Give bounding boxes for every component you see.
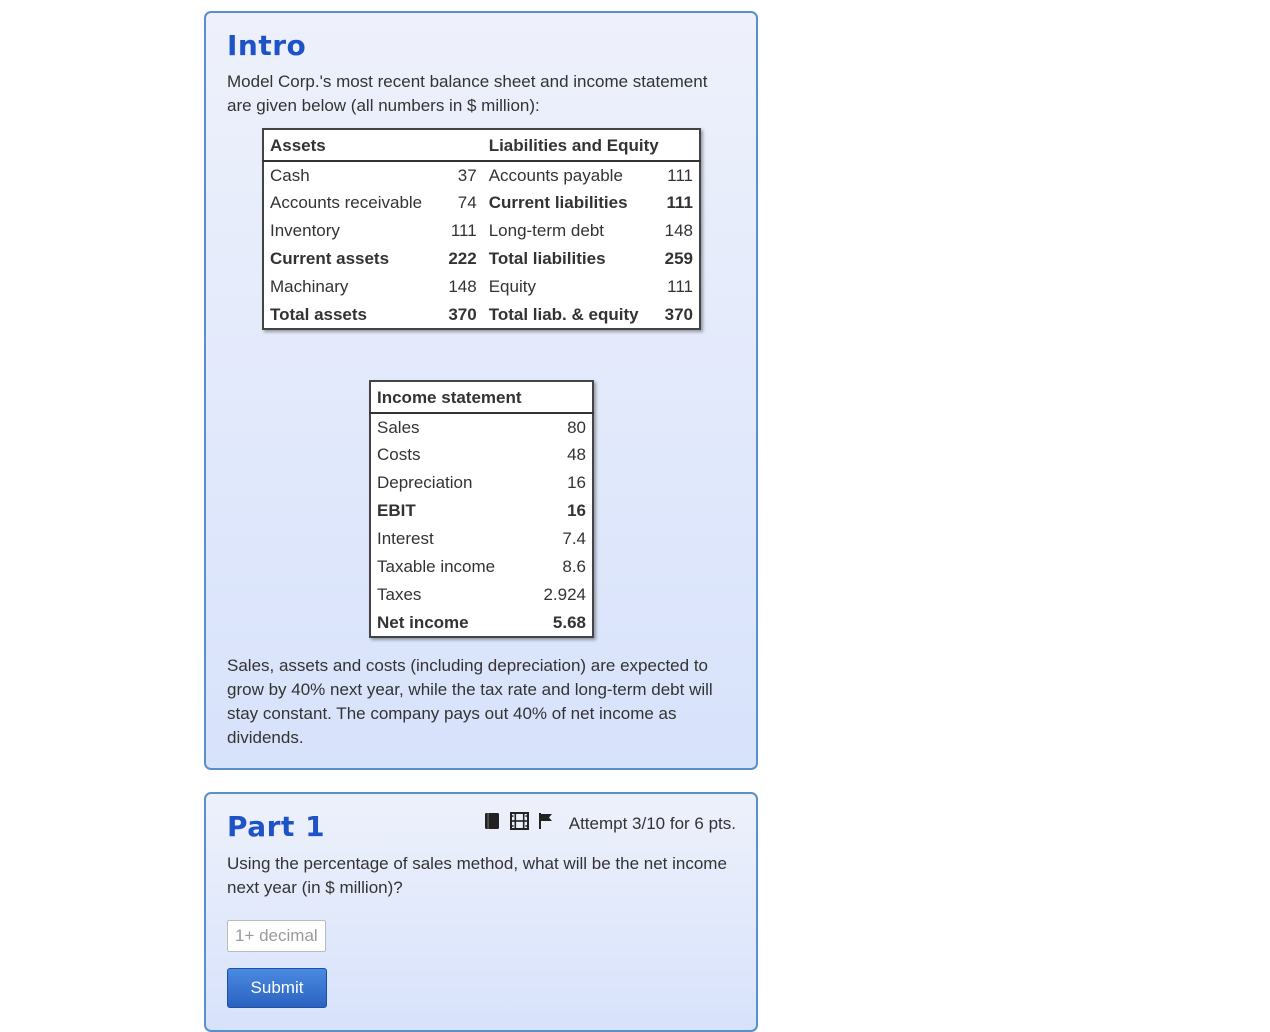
balance-sheet-row — [263, 301, 700, 329]
income-item-label: Depreciation — [377, 473, 473, 492]
growth-assumptions: Sales, assets and costs (including depreciation) are expected to grow by 40% next year, while the tax rate and long-term debt will stay constant. The company pays out 40% of net income as dividends. — [227, 656, 713, 747]
asset-label: Machinary — [270, 277, 349, 296]
asset-value: 111 — [450, 221, 477, 240]
income-item-value: 16 — [567, 473, 586, 492]
asset-value: 148 — [448, 277, 477, 296]
asset-value: 37 — [457, 165, 477, 185]
book-icon[interactable] — [484, 812, 501, 835]
liability-value: 148 — [664, 221, 693, 240]
income-statement-row — [370, 469, 593, 497]
liability-label: Total liabilities — [488, 249, 606, 268]
part1-question: Using the percentage of sales method, what will be the net income next year (in $ million)? — [227, 854, 727, 897]
flag-icon[interactable] — [538, 812, 554, 835]
liability-label: Total liab. & equity — [488, 304, 639, 324]
intro-title: Intro — [227, 29, 307, 62]
assets-header: Assets — [263, 129, 483, 161]
liability-label: Long-term debt — [488, 221, 604, 240]
liability-label: Accounts payable — [488, 165, 623, 185]
income-statement-row — [370, 609, 593, 637]
answer-input[interactable] — [227, 920, 326, 952]
income-item-label: Taxable income — [377, 557, 496, 576]
asset-label: Total assets — [270, 304, 368, 324]
income-statement-row — [370, 581, 593, 609]
balance-sheet-row — [263, 273, 700, 301]
part1-toolbar — [484, 812, 736, 835]
submit-button[interactable]: Submit — [227, 968, 327, 1008]
income-statement-row — [370, 553, 593, 581]
attempt-counter: Attempt 3/10 for 6 pts. — [568, 813, 736, 833]
asset-label: Cash — [270, 165, 310, 185]
income-statement-table — [369, 380, 594, 638]
asset-label: Current assets — [270, 249, 390, 268]
asset-value: 370 — [448, 304, 477, 324]
income-item-label: EBIT — [377, 501, 416, 520]
intro-card — [204, 11, 758, 770]
liability-value: 259 — [664, 249, 693, 268]
income-statement-row — [370, 525, 593, 553]
liability-label: Equity — [488, 277, 536, 296]
liability-value: 370 — [664, 304, 693, 324]
income-item-value: 16 — [567, 501, 586, 520]
asset-value: 74 — [457, 193, 477, 212]
income-statement-row — [370, 497, 593, 525]
income-item-label: Sales — [377, 417, 420, 437]
income-statement-row — [370, 413, 593, 441]
balance-sheet-row — [263, 217, 700, 245]
balance-sheet-header — [263, 129, 700, 161]
balance-sheet-row — [263, 161, 700, 189]
liability-value: 111 — [666, 193, 693, 212]
liability-value: 111 — [667, 165, 693, 185]
income-item-value: 80 — [567, 417, 586, 437]
asset-value: 222 — [448, 249, 477, 268]
asset-label: Inventory — [270, 221, 340, 240]
income-item-value: 8.6 — [562, 557, 586, 576]
part1-title: Part 1 — [227, 810, 326, 843]
liability-label: Current liabilities — [488, 193, 628, 212]
film-icon[interactable] — [510, 812, 529, 835]
income-statement-title: Income statement — [370, 381, 593, 413]
income-statement-row — [370, 441, 593, 469]
balance-sheet-table — [262, 128, 701, 330]
part1-card — [204, 792, 758, 1032]
asset-label: Accounts receivable — [270, 193, 423, 212]
balance-sheet-row — [263, 189, 700, 217]
liabilities-header: Liabilities and Equity — [483, 129, 700, 161]
income-item-value: 48 — [567, 445, 586, 464]
income-item-label: Net income — [377, 612, 469, 632]
intro-description: Model Corp.'s most recent balance sheet and income statement are given below (all numbers in $ million): — [227, 72, 708, 115]
income-item-label: Interest — [377, 529, 434, 548]
income-item-label: Costs — [377, 445, 421, 464]
liability-value: 111 — [667, 277, 693, 296]
income-item-value: 5.68 — [552, 612, 586, 632]
income-item-label: Taxes — [377, 585, 422, 604]
income-item-value: 7.4 — [562, 529, 586, 548]
balance-sheet-row — [263, 245, 700, 273]
income-statement-header — [370, 381, 593, 413]
income-item-value: 2.924 — [543, 585, 586, 604]
